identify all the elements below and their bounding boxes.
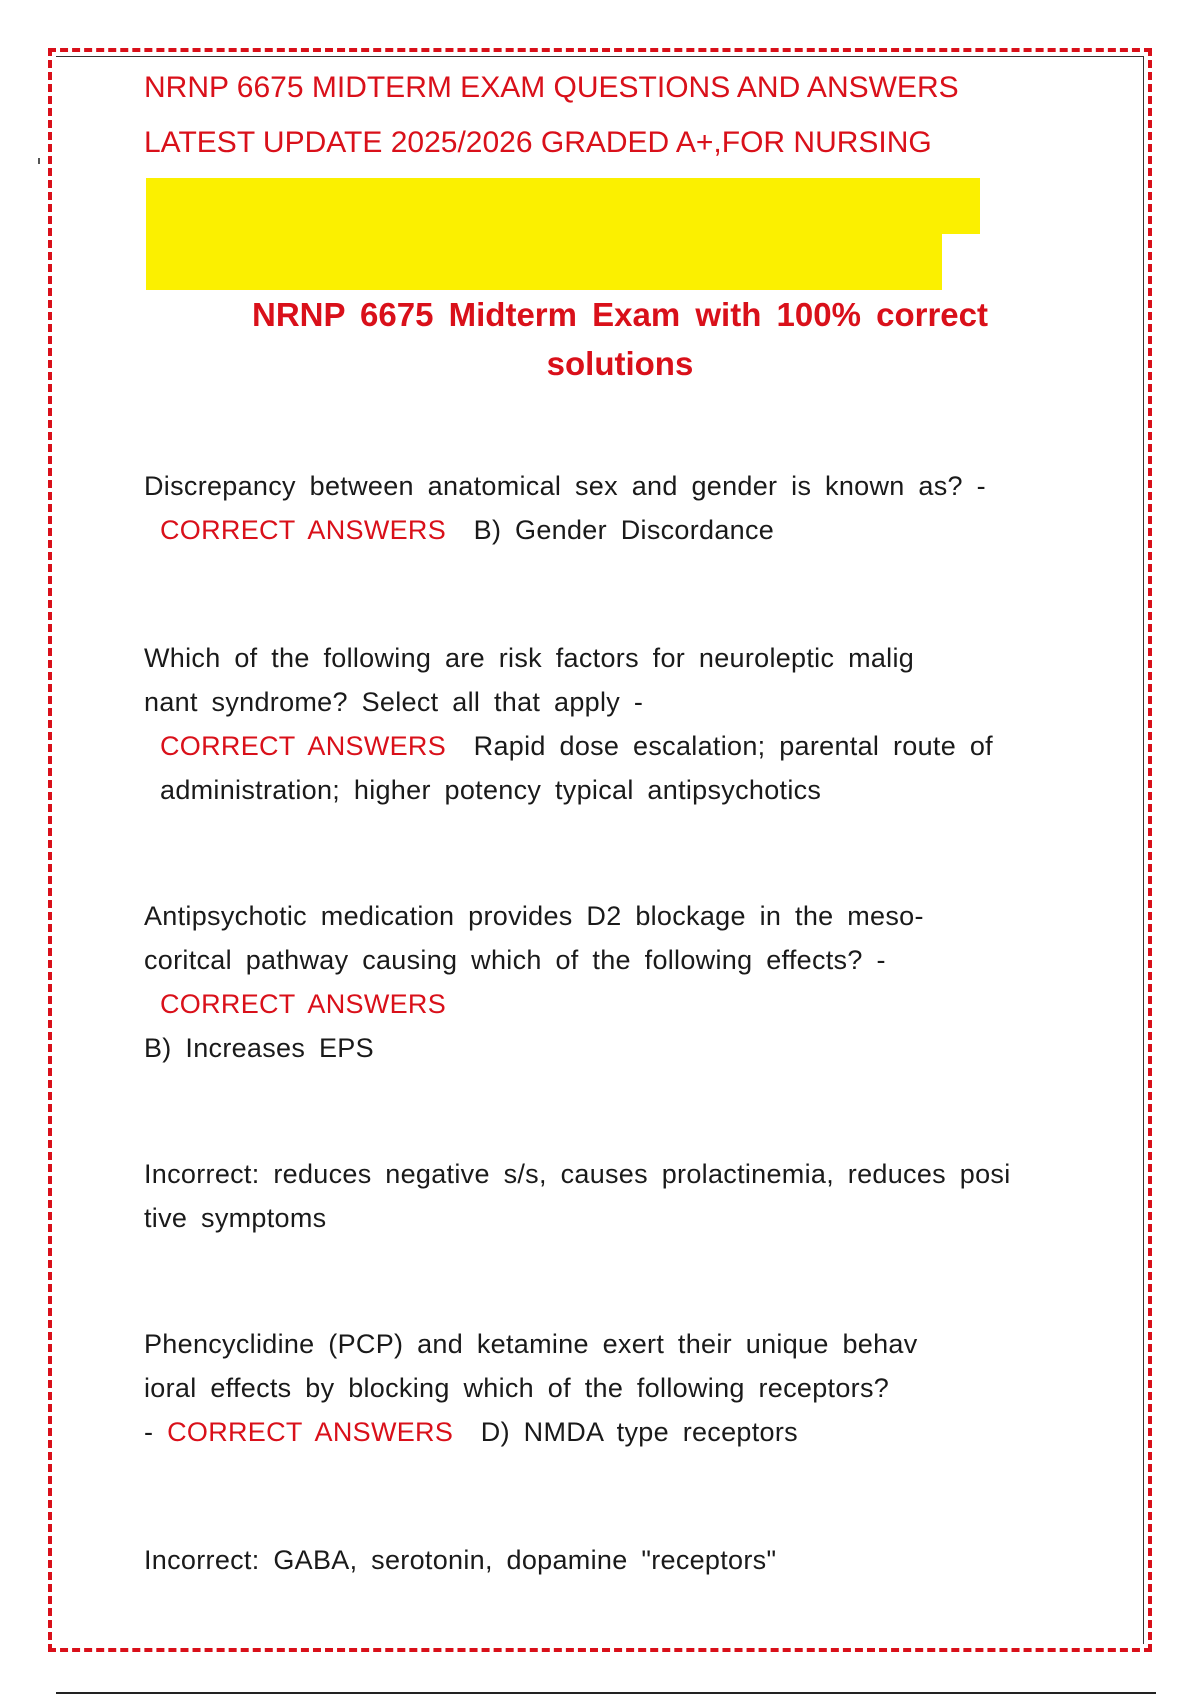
subtitle-line-2: solutions <box>546 345 694 382</box>
question-text: coritcal pathway causing which of the following effects? - <box>144 945 886 975</box>
qa-item-3 <box>144 894 1064 1070</box>
answer-text: administration; higher potency typical antipsychotics <box>160 775 822 805</box>
qa-item-2 <box>144 636 1064 812</box>
header-line-1: NRNP 6675 MIDTERM EXAM QUESTIONS AND ANSWERS <box>144 71 959 104</box>
qa-item-4 <box>144 1322 1064 1454</box>
answer-line <box>144 724 1064 768</box>
highlight-block-bottom <box>146 232 942 290</box>
incorrect-note-2 <box>144 1538 1064 1582</box>
incorrect-note-1 <box>144 1152 1064 1240</box>
dash-prefix: - <box>144 1417 154 1447</box>
note-text: Incorrect: GABA, serotonin, dopamine "receptors" <box>144 1545 777 1575</box>
answer-text: Rapid dose escalation; parental route of <box>473 731 993 761</box>
question-text: Phencyclidine (PCP) and ketamine exert their unique behav <box>144 1329 918 1359</box>
question-text: nant syndrome? Select all that apply - <box>144 687 644 717</box>
correct-answers-label: CORRECT ANSWERS <box>160 731 447 761</box>
margin-mark <box>38 158 40 164</box>
answer-line <box>144 1410 1064 1454</box>
correct-answers-label: CORRECT ANSWERS <box>160 515 447 545</box>
question-text: Discrepancy between anatomical sex and gender is known as? - <box>144 471 986 501</box>
answer-text: B) Gender Discordance <box>473 515 775 545</box>
question-text: Antipsychotic medication provides D2 blockage in the meso- <box>144 901 924 931</box>
correct-answers-label: CORRECT ANSWERS <box>160 989 447 1019</box>
note-text: tive symptoms <box>144 1203 327 1233</box>
answer-text: D) NMDA type receptors <box>480 1417 798 1447</box>
correct-answers-label: CORRECT ANSWERS <box>167 1417 454 1447</box>
question-text: ioral effects by blocking which of the following receptors? <box>144 1373 890 1403</box>
question-text: Which of the following are risk factors for neuroleptic malig <box>144 643 915 673</box>
document-subtitle <box>160 290 1080 388</box>
bottom-rule <box>56 1692 1156 1694</box>
highlight-block-top <box>146 178 980 234</box>
answer-text: B) Increases EPS <box>144 1033 374 1063</box>
document-header <box>144 60 1044 170</box>
header-line-2: LATEST UPDATE 2025/2026 GRADED A+,FOR NURSING <box>144 126 932 159</box>
qa-item-1 <box>144 464 1064 552</box>
note-text: Incorrect: reduces negative s/s, causes prolactinemia, reduces posi <box>144 1159 1011 1189</box>
answer-line <box>144 508 1064 552</box>
subtitle-line-1: NRNP 6675 Midterm Exam with 100% correct <box>251 296 988 333</box>
